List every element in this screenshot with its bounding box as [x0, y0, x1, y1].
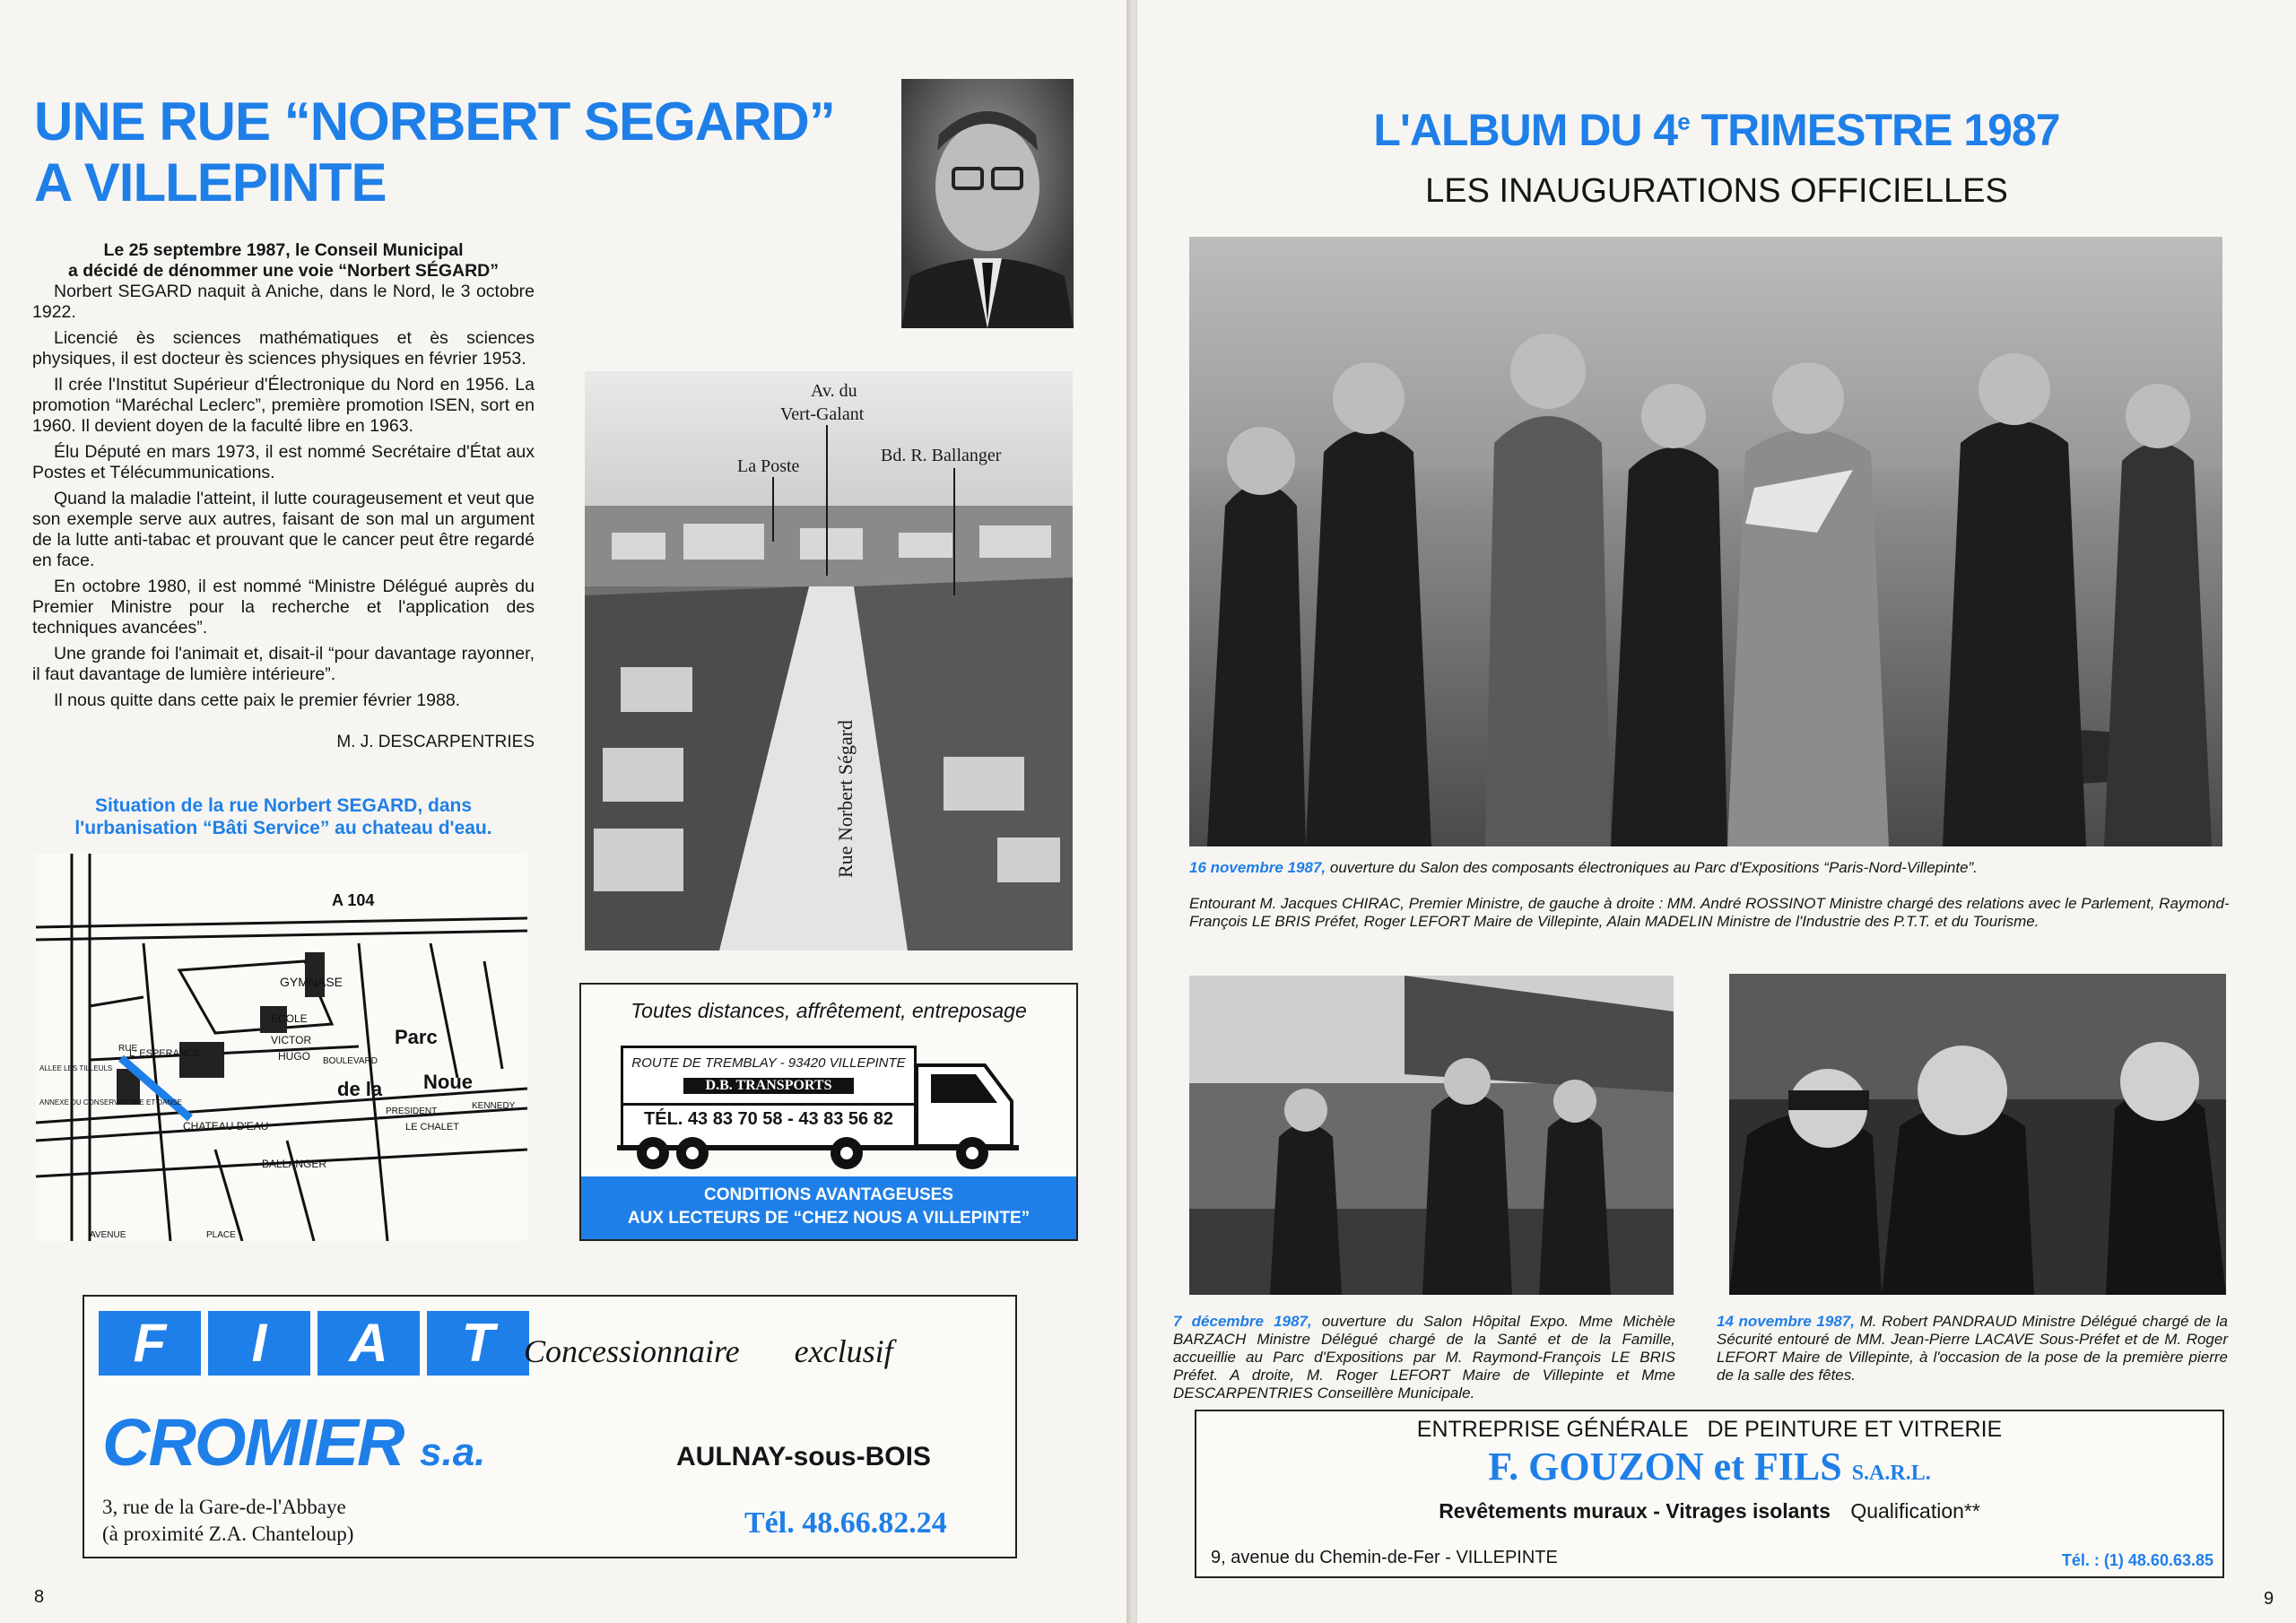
fiat-logo: [99, 1311, 529, 1376]
caption-3-text: M. Robert PANDRAUD Ministre Délégué chargé de la Sécurité entouré de MM. Jean-Pierre LACAVE Sous-Préfet et de M. Roger LEFORT Maire de Villepinte, à l'occasion de la pose de la première pierre de la salle des fêtes.: [1717, 1313, 2228, 1384]
album-title-sup: e: [1677, 108, 1690, 135]
map-label-parc: Parc: [395, 1026, 438, 1048]
gouzon-ad-name-block: [1196, 1444, 2222, 1489]
article-signature: M. J. DESCARPENTRIES: [336, 733, 535, 751]
map-label-chalet: LE CHALET: [405, 1122, 459, 1133]
caption-3-date: 14 novembre 1987,: [1717, 1313, 1855, 1330]
fiat-letter: T: [427, 1311, 529, 1376]
annotation-av: Av. du: [811, 381, 857, 401]
article-paragraph: Une grande foi l'animait et, disait-il “pour davantage rayonner, il faut davantage de lumière intérieure”.: [32, 644, 535, 684]
gouzon-ad-name: F. GOUZON et FILS: [1488, 1445, 1842, 1488]
map-label-place: PLACE: [206, 1230, 236, 1240]
fiat-letter: A: [317, 1311, 420, 1376]
map-label-victor: VICTOR: [271, 1034, 312, 1046]
album-title: [1137, 104, 2296, 156]
map-caption: [32, 794, 535, 839]
caption-3: [1717, 1313, 2228, 1384]
map-label-hugo: HUGO: [278, 1050, 310, 1063]
headline-line-1: UNE RUE “NORBERT SEGARD”: [34, 91, 835, 152]
fiat-letter: I: [208, 1311, 310, 1376]
fiat-tagline-1: Concessionnaire: [524, 1333, 740, 1369]
page-number-left: 8: [34, 1587, 45, 1607]
map-label-ecole: ECOLE: [271, 1012, 308, 1025]
caption-2: [1173, 1313, 1675, 1402]
gouzon-ad-qualification: Qualification**: [1850, 1499, 1980, 1523]
article-paragraph: Il crée l'Institut Supérieur d'Électronique du Nord en 1956. La promotion “Maréchal Leclerc”, première promotion ISEN, sort en 1960. Il devient doyen de la faculté libre en 1963.: [32, 375, 535, 436]
gouzon-ad-suffix: S.A.R.L.: [1851, 1462, 1931, 1485]
transport-ad-address: ROUTE DE TREMBLAY - 93420 VILLEPINTE: [631, 1055, 906, 1071]
album-title-pre: L'ALBUM DU 4: [1373, 105, 1678, 155]
annotation-vert-galant: Vert-Galant: [780, 404, 865, 424]
left-page: [0, 0, 1132, 1623]
map-label-de-la: de la: [337, 1078, 383, 1100]
map-label-kennedy: KENNEDY: [472, 1101, 516, 1111]
transport-ad-banner-line-1: CONDITIONS AVANTAGEUSES: [704, 1185, 953, 1204]
transport-ad-company: D.B. TRANSPORTS: [683, 1078, 854, 1094]
article-lead-2: a décidé de dénommer une voie “Norbert SÉGARD”: [67, 261, 500, 281]
main-inauguration-photo: [1189, 237, 2222, 846]
fiat-tagline: [524, 1332, 893, 1370]
gouzon-ad-address: 9, avenue du Chemin-de-Fer - VILLEPINTE: [1211, 1548, 1558, 1567]
article-headline: [34, 91, 868, 213]
truck-cab-icon: [617, 1038, 1048, 1173]
cromier-suffix: s.a.: [420, 1430, 486, 1474]
caption-1: [1189, 859, 2230, 877]
annotation-rue-segard: Rue Norbert Ségard: [834, 720, 857, 878]
transport-ad-headline: Toutes distances, affrêtement, entreposage: [631, 999, 1027, 1022]
fiat-cromier-ad: [83, 1295, 1017, 1558]
map-caption-line-1: Situation de la rue Norbert SEGARD, dans: [94, 795, 473, 816]
transport-ad-phone: TÉL. 43 83 70 58 - 43 83 56 82: [623, 1103, 914, 1130]
right-page: [1137, 0, 2296, 1623]
caption-1-text: ouverture du Salon des composants électroniques au Parc d'Expositions “Paris-Nord-Villepinte”.: [1326, 859, 1978, 876]
fiat-address: 3, rue de la Gare-de-l'Abbaye: [102, 1496, 346, 1518]
album-title-post: TRIMESTRE 1987: [1689, 105, 2060, 155]
map-caption-line-2: l'urbanisation “Bâti Service” au chateau d'eau.: [74, 818, 492, 838]
map-label-esperance: L' ESPERANCE: [129, 1048, 201, 1059]
fiat-address-block: [102, 1494, 353, 1548]
article-body: [32, 240, 535, 752]
map-label-noue: Noue: [423, 1071, 473, 1093]
fiat-proximity: (à proximité Z.A. Chanteloup): [102, 1523, 354, 1545]
article-paragraph: Licencié ès sciences mathématiques et ès sciences physiques, il est docteur ès sciences physiques en février 1953.: [32, 328, 535, 369]
article-paragraph: Norbert SEGARD naquit à Aniche, dans le Nord, le 3 octobre 1922.: [32, 282, 535, 322]
map-label-chateau: CHATEAU D'EAU: [183, 1120, 269, 1133]
headline-line-2: A VILLEPINTE: [34, 152, 387, 213]
street-map: [36, 854, 527, 1241]
caption-2-date: 7 décembre 1987,: [1173, 1313, 1312, 1330]
gouzon-ad-phone: Tél. : (1) 48.60.63.85: [2061, 1551, 2213, 1569]
map-label-allee: ALLEE LES TILLEULS: [39, 1064, 113, 1072]
hopital-expo-photo: [1189, 976, 1674, 1295]
gouzon-ad-services: Revêtements muraux - Vitrages isolants: [1439, 1499, 1831, 1523]
article-paragraph: Il nous quitte dans cette paix le premier février 1988.: [54, 690, 461, 710]
article-lead-1: Le 25 septembre 1987, le Conseil Municipal: [103, 240, 464, 260]
transport-ad-banner: [581, 1176, 1076, 1239]
annotation-ballanger: Bd. R. Ballanger: [881, 446, 1002, 465]
portrait-photo: [901, 79, 1074, 328]
fiat-letter: F: [99, 1311, 201, 1376]
map-label-annexe: ANNEXE DU CONSERVATOIRE ET DANSE: [39, 1098, 182, 1107]
map-label-gymnase: GYMNASE: [280, 975, 344, 989]
caption-2-text: ouverture du Salon Hôpital Expo. Mme Michèle BARZACH Ministre Délégué chargé de la Santé et de la Famille, accueillie au Parc d'Expositions par M. Raymond-François LE BRIS Préfet. A droite, M. Roger LEFORT Maire de Villepinte et Mme DESCARPENTRIES Conseillère Municipale.: [1173, 1313, 1675, 1402]
gouzon-ad-services-block: [1196, 1499, 2222, 1523]
fiat-tagline-2: exclusif: [794, 1333, 893, 1369]
page-number-right: 9: [2264, 1589, 2274, 1609]
article-paragraph: Quand la maladie l'atteint, il lutte courageusement et veut que son exemple serve aux autres, faisant de son mal un argument de la lutte anti-tabac et prouvant que le cancer peut être regardé en face.: [32, 489, 535, 570]
map-label-road: A 104: [332, 891, 375, 909]
cromier-brand: [102, 1404, 485, 1480]
map-label-avenue: AVENUE: [90, 1230, 126, 1240]
article-paragraph: En octobre 1980, il est nommé “Ministre Délégué auprès du Premier Ministre pour la recherche et l'application des techniques avancées”.: [32, 577, 535, 638]
map-label-ballanger: BALLANGER: [262, 1158, 327, 1170]
cromier-name: CROMIER: [102, 1405, 404, 1480]
fiat-phone: Tél. 48.66.82.24: [744, 1506, 947, 1540]
map-label-president: PRESIDENT: [386, 1107, 438, 1116]
gouzon-ad-line-1: ENTREPRISE GÉNÉRALE DE PEINTURE ET VITRERIE: [1416, 1417, 2003, 1442]
annotation-la-poste: La Poste: [737, 456, 800, 476]
transport-ad: [579, 983, 1078, 1241]
map-label-boulevard: BOULEVARD: [323, 1056, 378, 1066]
transport-ad-banner-line-2: AUX LECTEURS DE “CHEZ NOUS A VILLEPINTE”: [627, 1209, 1031, 1228]
aerial-photo: [585, 371, 1073, 950]
caption-1-date: 16 novembre 1987,: [1189, 859, 1326, 876]
caption-1-detail: Entourant M. Jacques CHIRAC, Premier Ministre, de gauche à droite : MM. André ROSSINOT Ministre chargé des relations avec le Parlement, Raymond-François LE BRIS Préfet, Roger LEFORT Maire de Villepinte, Alain MADELIN Ministre de l'Industrie des P.T.T. et du Tourisme.: [1189, 895, 2230, 930]
album-subtitle: LES INAUGURATIONS OFFICIELLES: [1425, 172, 2008, 210]
article-paragraph: Élu Député en mars 1973, il est nommé Secrétaire d'État aux Postes et Télécummunications.: [32, 442, 535, 482]
salle-des-fetes-photo: [1729, 974, 2226, 1295]
fiat-city: AULNAY-sous-BOIS: [676, 1442, 931, 1471]
gouzon-ad: [1195, 1410, 2224, 1578]
map-label-rue: RUE: [118, 1044, 138, 1054]
